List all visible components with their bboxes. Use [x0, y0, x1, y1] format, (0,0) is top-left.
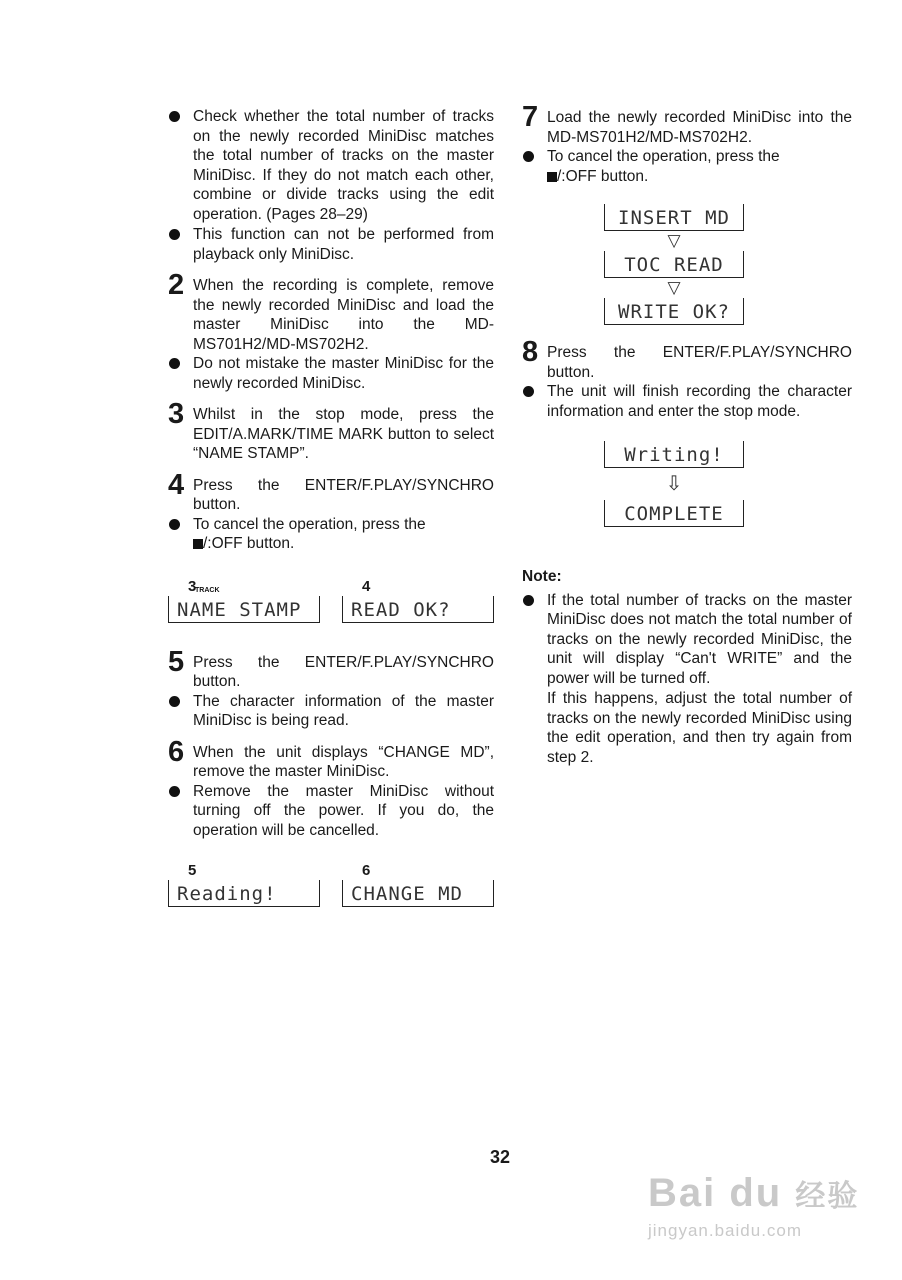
- cancel-text: To cancel the operation, press the: [547, 148, 780, 165]
- stop-square-icon: [547, 172, 557, 182]
- lcd-display-4: [342, 578, 494, 623]
- arrow-down-icon: ▽: [667, 231, 681, 250]
- right-column: [522, 100, 852, 767]
- step-text: Press the ENTER/F.PLAY/SYNCHRO button.: [193, 476, 494, 513]
- step-number: 4: [168, 468, 185, 501]
- lcd-text: Reading!: [177, 883, 277, 905]
- lcd-display-5: [168, 862, 320, 907]
- lcd-label: 6: [362, 862, 371, 879]
- baidu-watermark: [648, 1140, 888, 1275]
- lcd-text: READ OK?: [351, 598, 451, 621]
- step-text: Press the ENTER/F.PLAY/SYNCHRO button.: [193, 653, 494, 690]
- lcd-sequence-writing: [604, 441, 744, 527]
- lcd-label: 5: [188, 862, 197, 879]
- step-6: [168, 735, 494, 782]
- step-number: 5: [168, 645, 185, 678]
- lcd-label: 4: [362, 577, 371, 595]
- lcd-screen: [342, 596, 494, 623]
- watermark-cn-text: 经验: [795, 1180, 860, 1213]
- stop-square-icon: [193, 539, 203, 549]
- lcd-screen: [168, 586, 320, 623]
- page-number: 32: [490, 1147, 511, 1167]
- lcd-screen: [168, 880, 320, 907]
- bullet-playback-only: This function can not be performed from playback only MiniDisc.: [168, 225, 494, 264]
- off-button-text: /:OFF button.: [203, 535, 295, 552]
- note-heading: Note:: [522, 568, 562, 585]
- cancel-text: To cancel the operation, press the: [193, 515, 426, 533]
- step-5: [168, 645, 494, 692]
- step-number: 2: [168, 269, 185, 301]
- lcd-screen: [342, 880, 494, 907]
- bullet-reading: The character information of the master MiniDisc is being read.: [168, 692, 494, 731]
- step-text: Press the ENTER/F.PLAY/SYNCHRO button.: [547, 344, 852, 381]
- step-number: 8: [522, 336, 539, 368]
- step-text: When the unit displays “CHANGE MD”, remove the master MiniDisc.: [193, 743, 494, 780]
- arrow-down-icon: ⇩: [665, 473, 683, 495]
- step-3: [168, 398, 494, 464]
- lcd-text: CHANGE MD: [351, 883, 463, 905]
- step-number: 3: [168, 398, 185, 430]
- step-2: [168, 269, 494, 354]
- lcd-write-ok: WRITE OK?: [604, 298, 744, 325]
- lcd-complete: COMPLETE: [604, 500, 744, 527]
- lcd-row-3-4: [168, 578, 494, 623]
- note-followup: If this happens, adjust the total number of tracks on the newly recorded MiniDisc using the edit operation, and then try again from step 2.: [547, 690, 852, 766]
- arrow-down-icon: ▽: [667, 278, 681, 297]
- lcd-label: 3: [188, 577, 197, 595]
- left-column: [168, 107, 494, 907]
- watermark-brand-text: Bai du: [648, 1171, 783, 1215]
- bullet-cancel-operation: [168, 515, 494, 554]
- step-text: When the recording is complete, remove the newly recorded MiniDisc and load the master MiniDisc into the MD-MS701H2/MD-MS702H2.: [193, 277, 494, 353]
- bullet-do-not-mistake: Do not mistake the master MiniDisc for the newly recorded MiniDisc.: [168, 354, 494, 393]
- lcd-toc-read: TOC READ: [604, 251, 744, 278]
- track-indicator: TRACK: [195, 586, 220, 594]
- step-number: 7: [522, 101, 539, 133]
- lcd-display-3: [168, 578, 320, 623]
- off-button-text: /:OFF button.: [557, 167, 649, 185]
- bullet-cancel-operation: [522, 147, 852, 186]
- step-8: [522, 336, 852, 382]
- bullet-remove-master: Remove the master MiniDisc without turning off the power. If you do, the operation will be cancelled.: [168, 782, 494, 841]
- note-bullet: If the total number of tracks on the master MiniDisc does not match the total number of tracks on the newly recorded MiniDisc, the unit will display “Can't WRITE” and the power will be turned off.: [522, 591, 852, 689]
- step-text: Whilst in the stop mode, press the EDIT/A.MARK/TIME MARK button to select “NAME STAMP”.: [193, 406, 494, 462]
- lcd-writing: Writing!: [604, 441, 744, 468]
- lcd-text: NAME STAMP: [177, 598, 302, 621]
- step-number: 6: [168, 735, 185, 768]
- step-4: [168, 468, 494, 515]
- bullet-check-tracks: Check whether the total number of tracks on the newly recorded MiniDisc matches the total number of tracks on the master MiniDisc. If they do not match each other, combine or divide tracks using the edit operation. (Pages 28–29): [168, 107, 494, 224]
- lcd-display-6: [342, 862, 494, 907]
- bullet-finish-recording: The unit will finish recording the character information and enter the stop mode.: [522, 382, 852, 421]
- lcd-insert-md: INSERT MD: [604, 204, 744, 231]
- step-text: Load the newly recorded MiniDisc into the MD-MS701H2/MD-MS702H2.: [547, 109, 852, 146]
- watermark-brand: [648, 1170, 888, 1220]
- lcd-row-5-6: [168, 862, 494, 907]
- watermark-url: jingyan.baidu.com: [648, 1221, 803, 1240]
- step-7: [522, 101, 852, 147]
- lcd-sequence-insert: [604, 204, 744, 325]
